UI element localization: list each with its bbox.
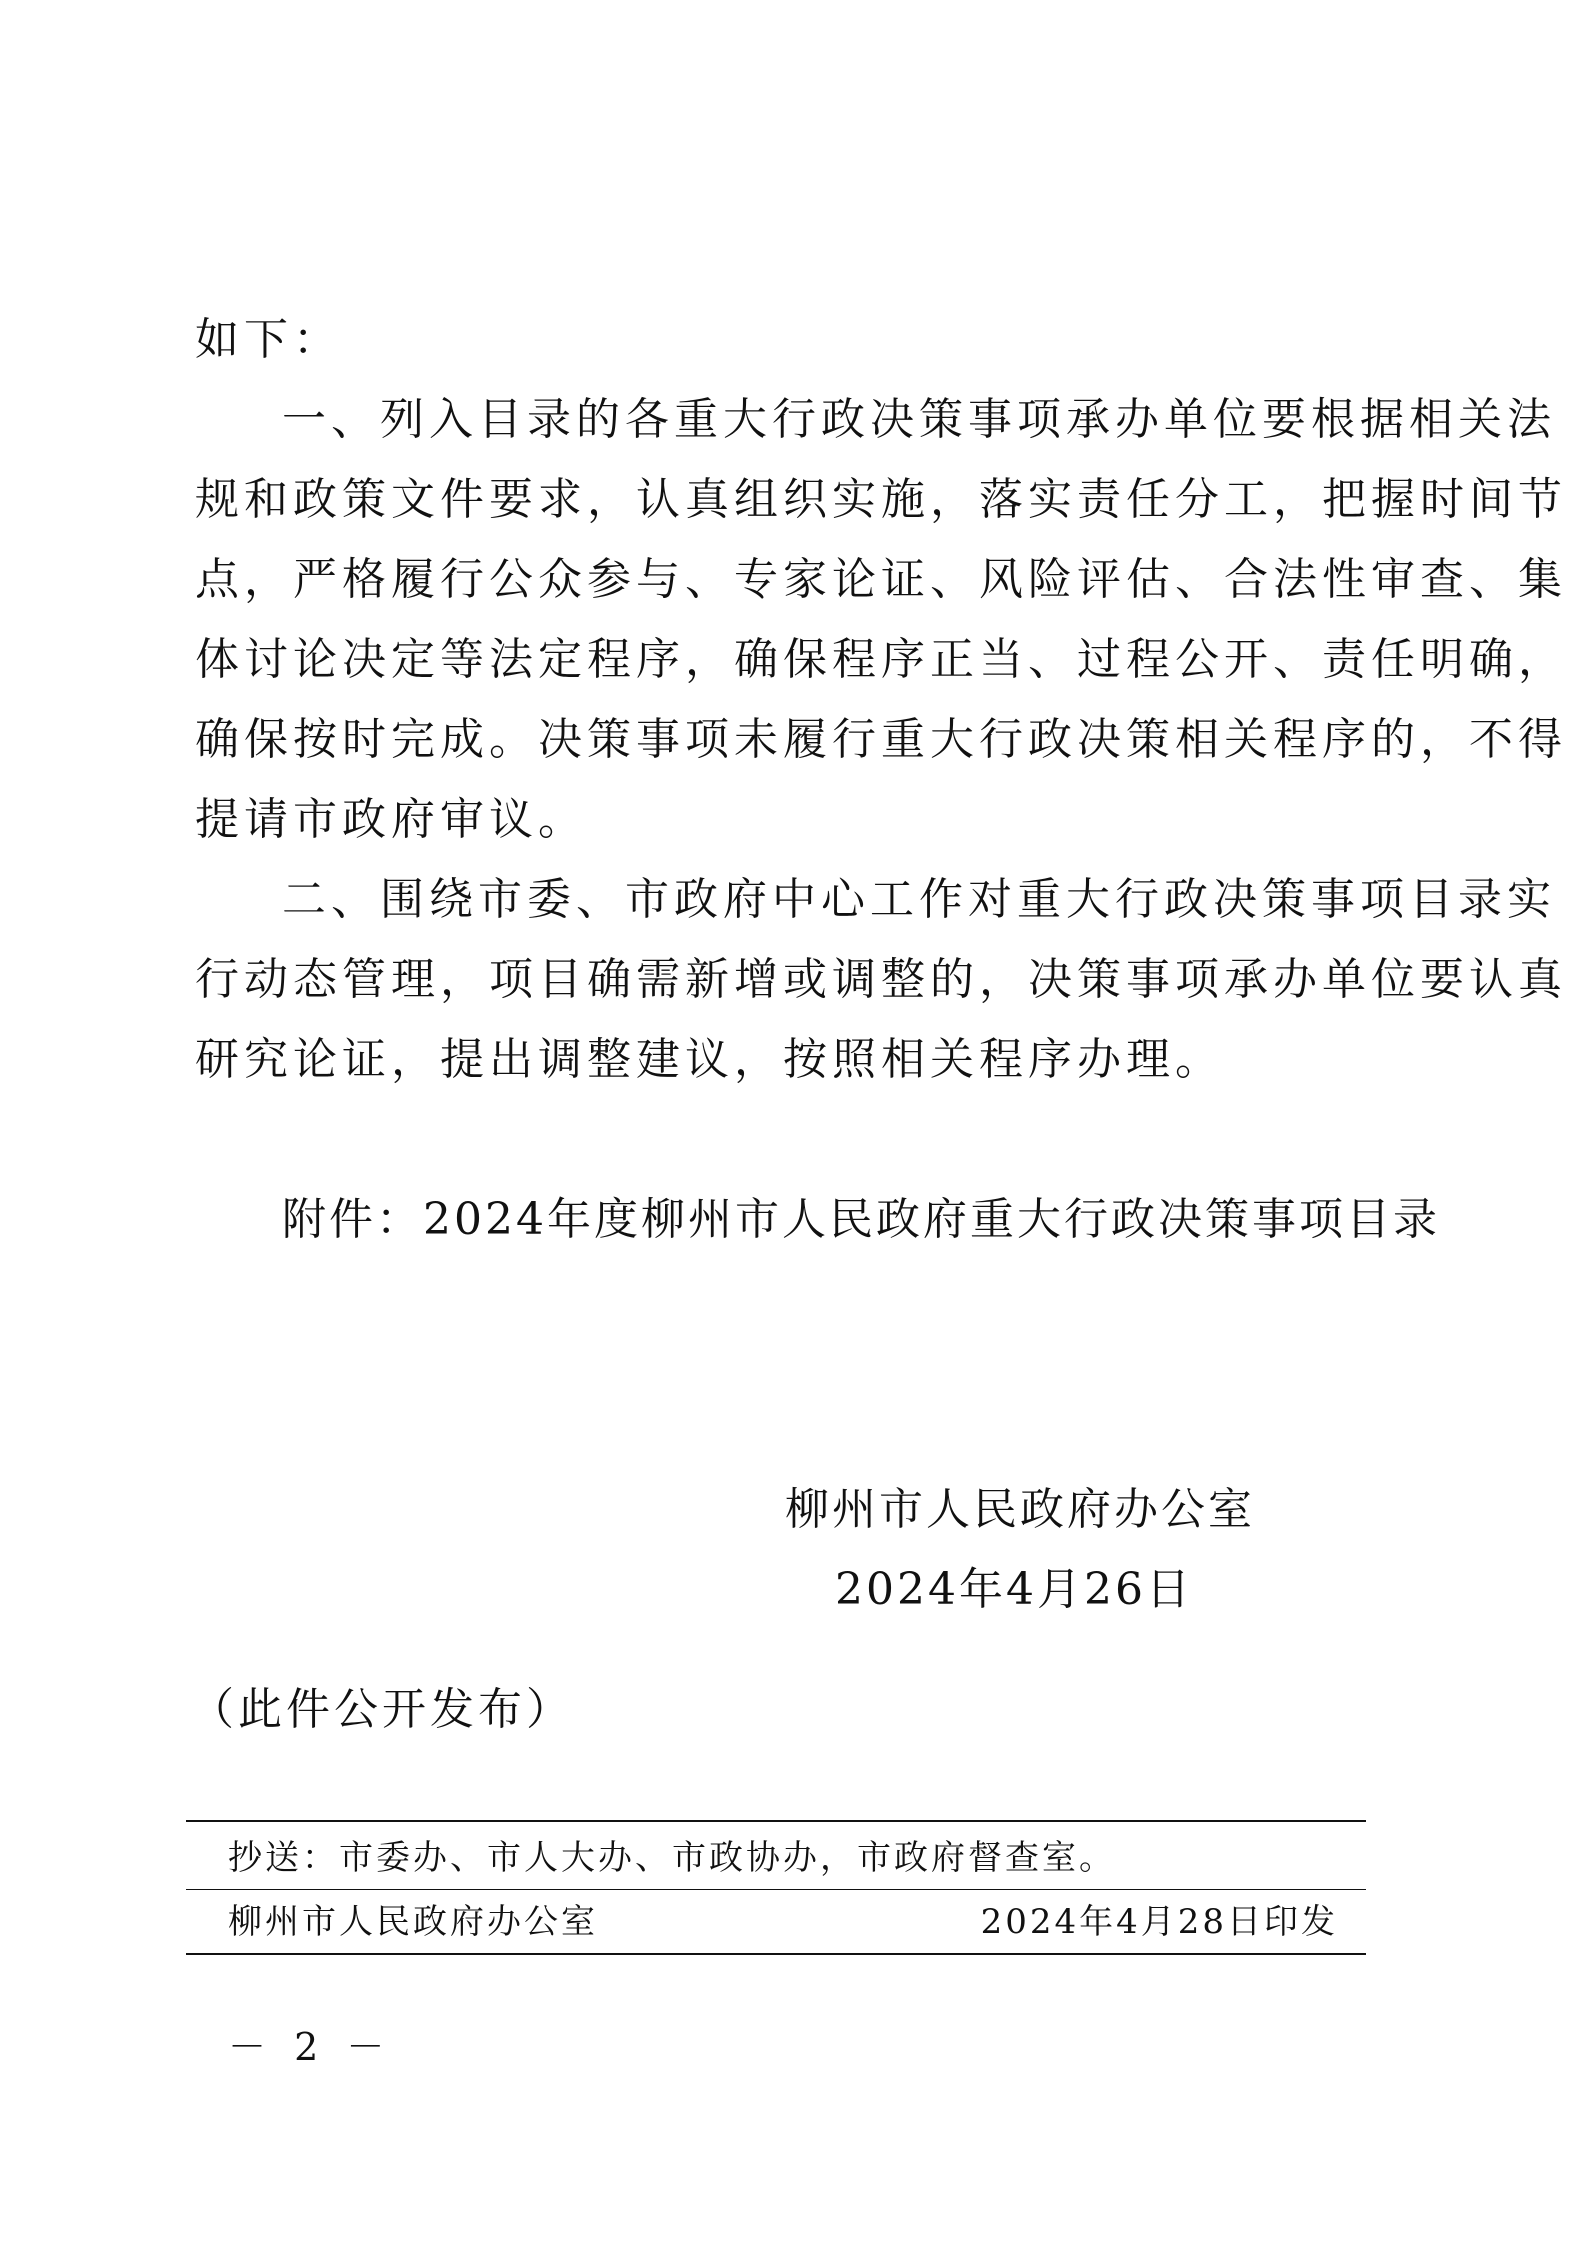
cc-middle-rule [186,1889,1366,1890]
print-date: 2024年4月28日印发 [980,1902,1338,1942]
attachment-line: 附件：2024年度柳州市人民政府重大行政决策事项目录 [282,1194,1440,1245]
cc-bottom-rule [186,1953,1366,1955]
signature-date: 2024年4月26日 [835,1564,1193,1615]
body-line: 点，严格履行公众参与、专家论证、风险评估、合法性审查、集 [195,554,1567,605]
body-line: 确保按时完成。决策事项未履行重大行政决策相关程序的，不得 [195,714,1567,765]
disclosure-note: （此件公开发布） [190,1684,574,1735]
cc-issue-row [228,1894,1338,1950]
body-line: 体讨论决定等法定程序，确保程序正当、过程公开、责任明确， [195,634,1567,685]
cc-top-rule [186,1820,1366,1822]
body-line: 如下： [195,314,342,365]
body-line: 行动态管理，项目确需新增或调整的，决策事项承办单位要认真 [195,954,1567,1005]
body-line: 一、列入目录的各重大行政决策事项承办单位要根据相关法 [282,394,1556,445]
body-line: 二、围绕市委、市政府中心工作对重大行政决策事项目录实 [282,874,1556,925]
issuer-signature: 柳州市人民政府办公室 [785,1484,1255,1535]
cc-line: 抄送：市委办、市人大办、市政协办，市政府督查室。 [228,1838,1116,1878]
body-line: 规和政策文件要求，认真组织实施，落实责任分工，把握时间节 [195,474,1567,525]
issuing-office: 柳州市人民政府办公室 [228,1902,598,1942]
body-line: 提请市政府审议。 [195,794,587,845]
body-line: 研究论证，提出调整建议，按照相关程序办理。 [195,1034,1224,1085]
page-number: － 2 － [228,2025,393,2069]
